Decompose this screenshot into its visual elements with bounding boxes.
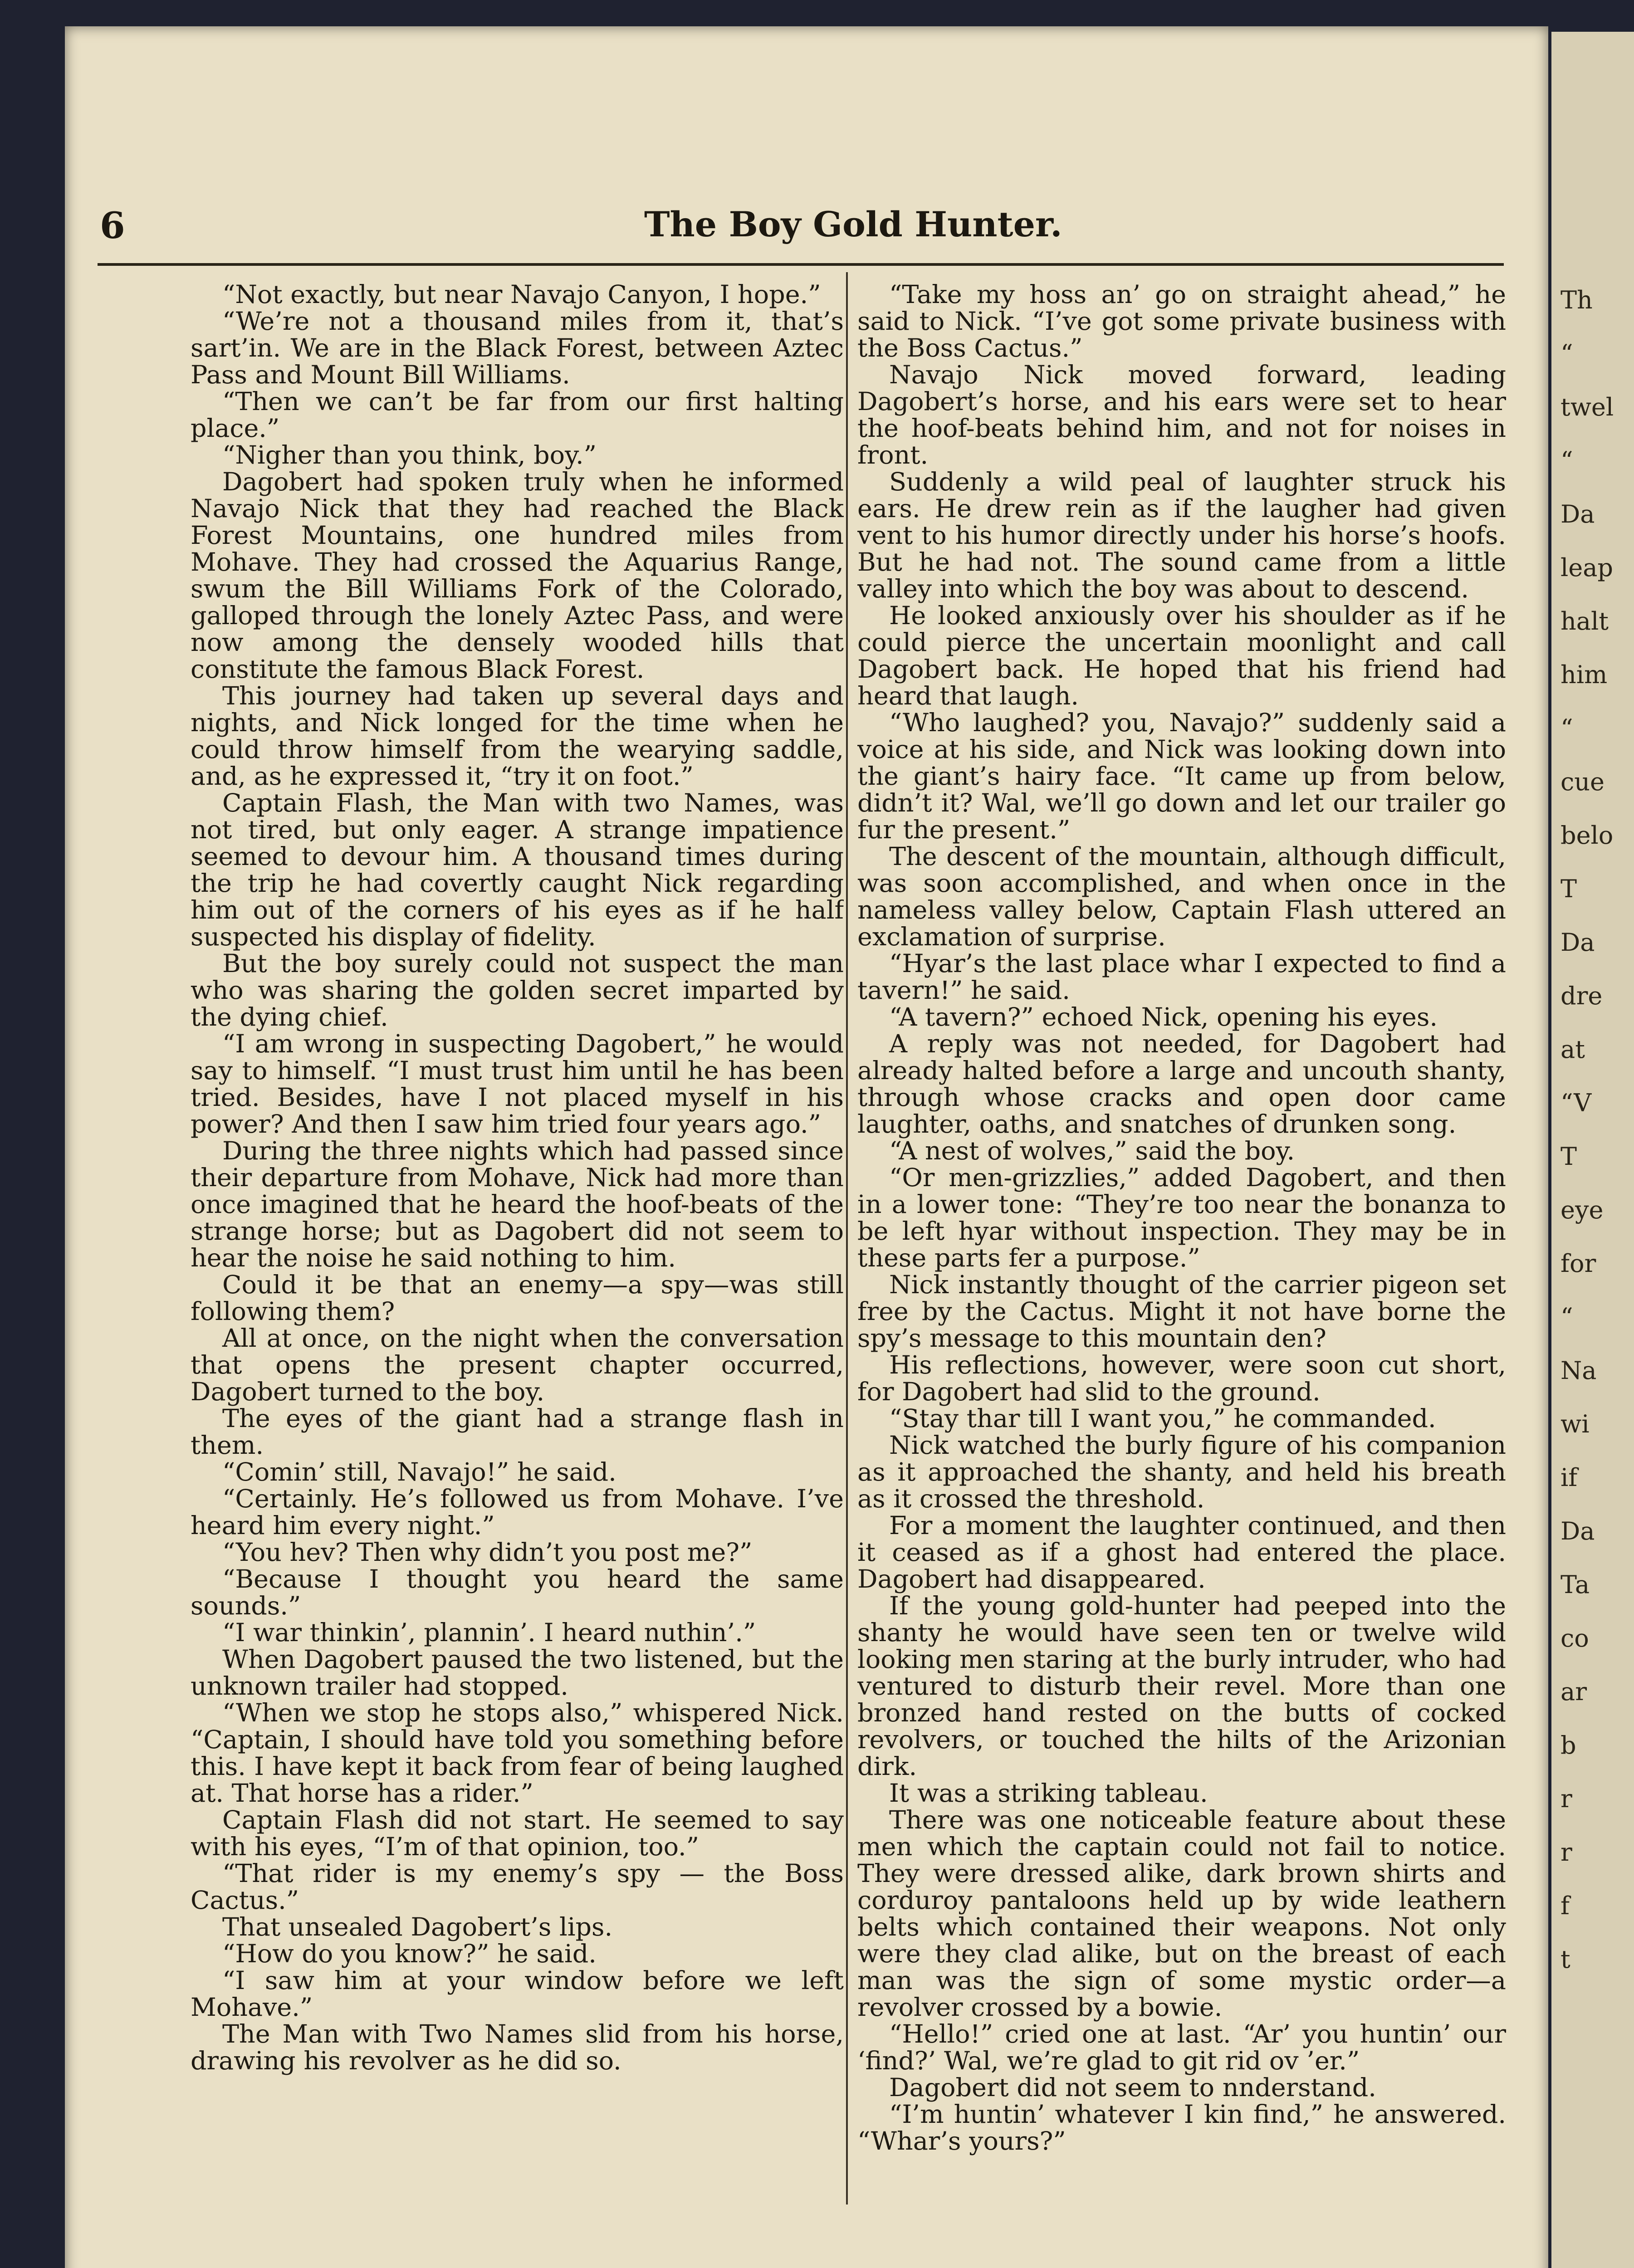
paragraph: If the young gold-hunter had peeped into the shanty he would have seen ten or twelve wild looking men staring at the burly intruder, who had ventured to disturb their revel. More than one bronzed hand rested on the butts of cocked revolvers, or touched the hilts of the Arizonian dirk. [857, 1591, 1506, 1781]
adjacent-page-fragment: r [1561, 1784, 1572, 1813]
paragraph: Could it be that an enemy—a spy—was still following them? [191, 1270, 844, 1326]
adjacent-page-fragment: dre [1561, 982, 1603, 1010]
paragraph: “When we stop he stops also,” whispered Nick. “Captain, I should have told you something before this. I have kept it back from fear of being laughed at. That horse has a rider.” [191, 1698, 844, 1808]
adjacent-page-fragment: r [1561, 1838, 1572, 1867]
paragraph: Nick instantly thought of the carrier pigeon set free by the Cactus. Might it not have borne the spy’s message to this mountain den? [857, 1270, 1506, 1353]
paragraph: That unsealed Dagobert’s lips. [222, 1912, 613, 1942]
paragraph: “Who laughed? you, Navajo?” suddenly said a voice at his side, and Nick was looking down into the giant’s hairy face. “It came up from below, didn’t it? Wal, we’ll go down and let our trailer go fur the present.” [857, 708, 1506, 845]
paragraph: His reflections, however, were soon cut short, for Dagobert had slid to the ground. [857, 1350, 1506, 1407]
adjacent-page-fragment: for [1561, 1249, 1596, 1278]
adjacent-page-fragment: “ [1561, 714, 1573, 743]
paragraph: “A tavern?” echoed Nick, opening his eyes. [889, 1002, 1438, 1032]
adjacent-page-fragment: b [1561, 1731, 1576, 1760]
paragraph: Captain Flash, the Man with two Names, was not tired, but only eager. A strange impatience seemed to devour him. A thousand times during the trip he had covertly caught Nick regarding him out of the corners of his eyes as if he half suspected his display of fidelity. [191, 788, 844, 952]
adjacent-page-fragment: twel [1561, 393, 1614, 421]
paragraph: “I am wrong in suspecting Dagobert,” he would say to himself. “I must trust him until he has been tried. Besides, have I not placed myself in his power? And then I saw him tried four years ago.” [191, 1029, 844, 1139]
paragraph: This journey had taken up several days and nights, and Nick longed for the time when he could throw himself from the wearying saddle, and, as he expressed it, “try it on foot.” [191, 681, 844, 791]
paragraph: There was one noticeable feature about these men which the captain could not fail to notice. They were dressed alike, dark brown shirts and corduroy pantaloons held up by wide leathern belts which contained their weapons. Not only were they clad alike, but on the breast of each man was the sign of some mystic order—a revolver crossed by a bowie. [857, 1805, 1506, 2022]
paragraph: It was a striking tableau. [889, 1779, 1208, 1808]
paragraph: Nick watched the burly figure of his companion as it approached the shanty, and held his breath as it crossed the threshold. [857, 1431, 1506, 1514]
paragraph: “That rider is my enemy’s spy — the Boss Cactus.” [191, 1859, 844, 1915]
adjacent-page-fragment: Na [1561, 1356, 1597, 1385]
adjacent-page-fragment: if [1561, 1463, 1578, 1492]
adjacent-page-fragment: eye [1561, 1196, 1604, 1224]
paragraph: “A nest of wolves,” said the boy. [889, 1136, 1295, 1166]
paragraph: The Man with Two Names slid from his horse, drawing his revolver as he did so. [191, 2019, 844, 2076]
paragraph: Navajo Nick moved forward, leading Dagobert’s horse, and his ears were set to hear the hoof-beats behind him, and not for noises in front. [857, 360, 1506, 470]
adjacent-page-fragment: Da [1561, 1517, 1595, 1545]
adjacent-page-fragment: belo [1561, 821, 1614, 850]
paragraph: “Take my hoss an’ go on straight ahead,” he said to Nick. “I’ve got some private business with the Boss Cactus.” [857, 281, 1506, 363]
left-column [191, 281, 844, 2204]
right-column [857, 281, 1506, 2204]
adjacent-page-fragment: him [1561, 660, 1608, 689]
paragraph: “Then we can’t be far from our first halting place.” [191, 387, 844, 443]
paragraph: “Hello!” cried one at last. “Ar’ you huntin’ our ‘find?’ Wal, we’re glad to git rid ov ’er.” [857, 2019, 1506, 2076]
adjacent-page-edge [1551, 32, 1634, 2268]
paragraph: When Dagobert paused the two listened, but the unknown trailer had stopped. [191, 1645, 844, 1701]
adjacent-page-fragment: T [1561, 875, 1577, 903]
adjacent-page-fragment: Th [1561, 286, 1593, 314]
adjacent-page-fragment: co [1561, 1624, 1589, 1652]
paragraph: But the boy surely could not suspect the man who was sharing the golden secret imparted by the dying chief. [191, 949, 844, 1032]
paragraph: “How do you know?” he said. [222, 1939, 597, 1969]
adjacent-page-fragment: ar [1561, 1677, 1587, 1706]
paragraph: “You hev? Then why didn’t you post me?” [222, 1538, 753, 1567]
paragraph: “Comin’ still, Navajo!” he said. [222, 1457, 616, 1487]
adjacent-page-fragment: “ [1561, 446, 1573, 475]
adjacent-page-fragment: t [1561, 1945, 1570, 1974]
adjacent-page-fragment: Da [1561, 928, 1595, 957]
paragraph: “Nigher than you think, boy.” [222, 440, 597, 470]
paragraph: “Because I thought you heard the same sounds.” [191, 1564, 844, 1621]
adjacent-page-fragment: cue [1561, 767, 1605, 796]
header-rule [98, 263, 1504, 266]
paragraph: “Not exactly, but near Navajo Canyon, I hope.” [222, 281, 821, 309]
paragraph: “Or men-grizzlies,” added Dagobert, and then in a lower tone: “They’re too near the bonanza to be left hyar without inspection. They may be in these parts fer a purpose.” [857, 1163, 1506, 1273]
page-header [100, 204, 1497, 245]
paragraph: Dagobert had spoken truly when he informed Navajo Nick that they had reached the Black Forest Mountains, one hundred miles from Mohave. They had crossed the Aquarius Range, swum the Bill Williams Fork of the Colorado, galloped through the lonely Aztec Pass, and were now among the densely wooded hills that constitute the famous Black Forest. [191, 467, 844, 684]
paragraph: He looked anxiously over his shoulder as if he could pierce the uncertain moonlight and call Dagobert back. He hoped that his friend had heard that laugh. [857, 601, 1506, 711]
paragraph: Captain Flash did not start. He seemed to say with his eyes, “I’m of that opinion, too.” [191, 1805, 844, 1862]
paragraph: “I war thinkin’, plannin’. I heard nuthin’.” [222, 1618, 756, 1647]
paragraph: The descent of the mountain, although difficult, was soon accomplished, and when once in the nameless valley below, Captain Flash uttered an exclamation of surprise. [857, 842, 1506, 952]
paragraph: “Hyar’s the last place whar I expected to find a tavern!” he said. [857, 949, 1506, 1005]
adjacent-page-fragment: at [1561, 1035, 1585, 1064]
running-title: The Boy Gold Hunter. [644, 204, 1062, 244]
adjacent-page-fragment: f [1561, 1892, 1570, 1920]
adjacent-page-fragment: “ [1561, 1303, 1573, 1331]
page-number: 6 [100, 204, 125, 247]
adjacent-page-fragment: leap [1561, 553, 1613, 582]
adjacent-page-fragment: T [1561, 1142, 1577, 1171]
paragraph: Suddenly a wild peal of laughter struck his ears. He drew rein as if the laugher had given vent to his humor directly under his horse’s hoofs. But he had not. The sound came from a little valley into which the boy was about to descend. [857, 467, 1506, 604]
paragraph: “We’re not a thousand miles from it, that’s sart’in. We are in the Black Forest, between Aztec Pass and Mount Bill Williams. [191, 307, 844, 390]
paragraph: “Certainly. He’s followed us from Mohave. I’ve heard him every night.” [191, 1484, 844, 1540]
adjacent-page-fragment: wi [1561, 1410, 1590, 1438]
paragraph: Dagobert did not seem to nnderstand. [889, 2073, 1376, 2102]
paragraph: During the three nights which had passed since their departure from Mohave, Nick had more than once imagined that he heard the hoof-beats of the strange horse; but as Dagobert did not seem to hear the noise he said nothing to him. [191, 1136, 844, 1273]
adjacent-page-fragment: “ [1561, 339, 1573, 368]
paragraph: “I saw him at your window before we left Mohave.” [191, 1966, 844, 2022]
column-divider [846, 272, 848, 2204]
adjacent-page-fragment: “V [1561, 1089, 1592, 1117]
paragraph: For a moment the laughter continued, and then it ceased as if a ghost had entered the place. Dagobert had disappeared. [857, 1511, 1506, 1594]
adjacent-page-fragment: halt [1561, 607, 1609, 635]
paragraph: “I’m huntin’ whatever I kin find,” he answered. “Whar’s yours?” [857, 2100, 1506, 2156]
adjacent-page-fragment: Ta [1561, 1570, 1590, 1599]
paragraph: The eyes of the giant had a strange flash in them. [191, 1404, 844, 1460]
paragraph: “Stay thar till I want you,” he commanded. [889, 1404, 1436, 1433]
adjacent-page-fragment: Da [1561, 500, 1595, 528]
paragraph: A reply was not needed, for Dagobert had already halted before a large and uncouth shanty, through whose cracks and open door came laughter, oaths, and snatches of drunken song. [857, 1029, 1506, 1139]
paragraph: All at once, on the night when the conversation that opens the present chapter occurred, Dagobert turned to the boy. [191, 1324, 844, 1407]
